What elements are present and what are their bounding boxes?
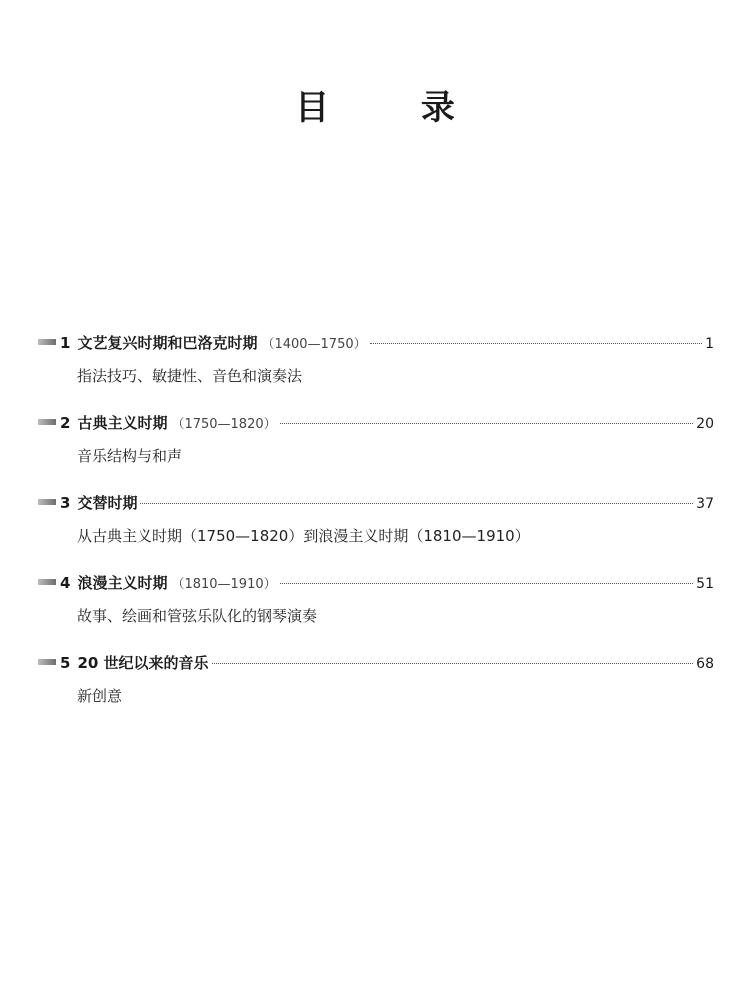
chapter-subtitle: 故事、绘画和管弦乐队化的钢琴演奏 <box>77 607 318 625</box>
dot-leader <box>280 583 694 584</box>
page-number: 37 <box>696 496 714 512</box>
chapter-marker-icon <box>38 339 56 345</box>
toc-entry-5[interactable] <box>38 650 714 730</box>
chapter-years: （1400—1750） <box>261 337 367 352</box>
chapter-number: 4 <box>60 574 71 592</box>
toc-line <box>38 330 714 356</box>
dot-leader <box>212 663 694 664</box>
toc-entry-2[interactable] <box>38 410 714 490</box>
chapter-title[interactable]: 文艺复兴时期和巴洛克时期 <box>77 334 258 352</box>
chapter-years: （1810—1910） <box>171 577 277 592</box>
chapter-marker-icon <box>38 419 56 425</box>
chapter-subtitle: 指法技巧、敏捷性、音色和演奏法 <box>77 367 303 385</box>
toc-line <box>38 490 714 516</box>
chapter-marker-icon <box>38 579 56 585</box>
chapter-title[interactable]: 古典主义时期 <box>77 414 168 432</box>
chapter-years: （1750—1820） <box>171 417 277 432</box>
dot-leader <box>370 343 702 344</box>
dot-leader <box>140 503 693 504</box>
page-title: 目 录 <box>295 88 495 128</box>
toc-line <box>38 650 714 676</box>
toc-line <box>38 410 714 436</box>
chapter-title[interactable]: 浪漫主义时期 <box>77 574 168 592</box>
toc-entry-3[interactable] <box>38 490 714 570</box>
dot-leader <box>280 423 694 424</box>
toc-entry-4[interactable] <box>38 570 714 650</box>
chapter-marker-icon <box>38 499 56 505</box>
chapter-subtitle: 新创意 <box>77 687 123 705</box>
chapter-subtitle: 音乐结构与和声 <box>77 447 183 465</box>
page-number: 51 <box>696 576 714 592</box>
page-number: 1 <box>705 336 714 352</box>
chapter-subtitle: 从古典主义时期（1750—1820）到浪漫主义时期（1810—1910） <box>77 527 530 545</box>
chapter-title[interactable]: 交替时期 <box>77 494 138 512</box>
chapter-title[interactable]: 20 世纪以来的音乐 <box>77 654 209 672</box>
toc-line <box>38 570 714 596</box>
page-number: 68 <box>696 656 714 672</box>
table-of-contents <box>38 330 714 730</box>
chapter-marker-icon <box>38 659 56 665</box>
chapter-number: 3 <box>60 494 71 512</box>
chapter-number: 5 <box>60 654 71 672</box>
page-number: 20 <box>696 416 714 432</box>
chapter-number: 1 <box>60 334 71 352</box>
toc-entry-1[interactable] <box>38 330 714 410</box>
chapter-number: 2 <box>60 414 71 432</box>
